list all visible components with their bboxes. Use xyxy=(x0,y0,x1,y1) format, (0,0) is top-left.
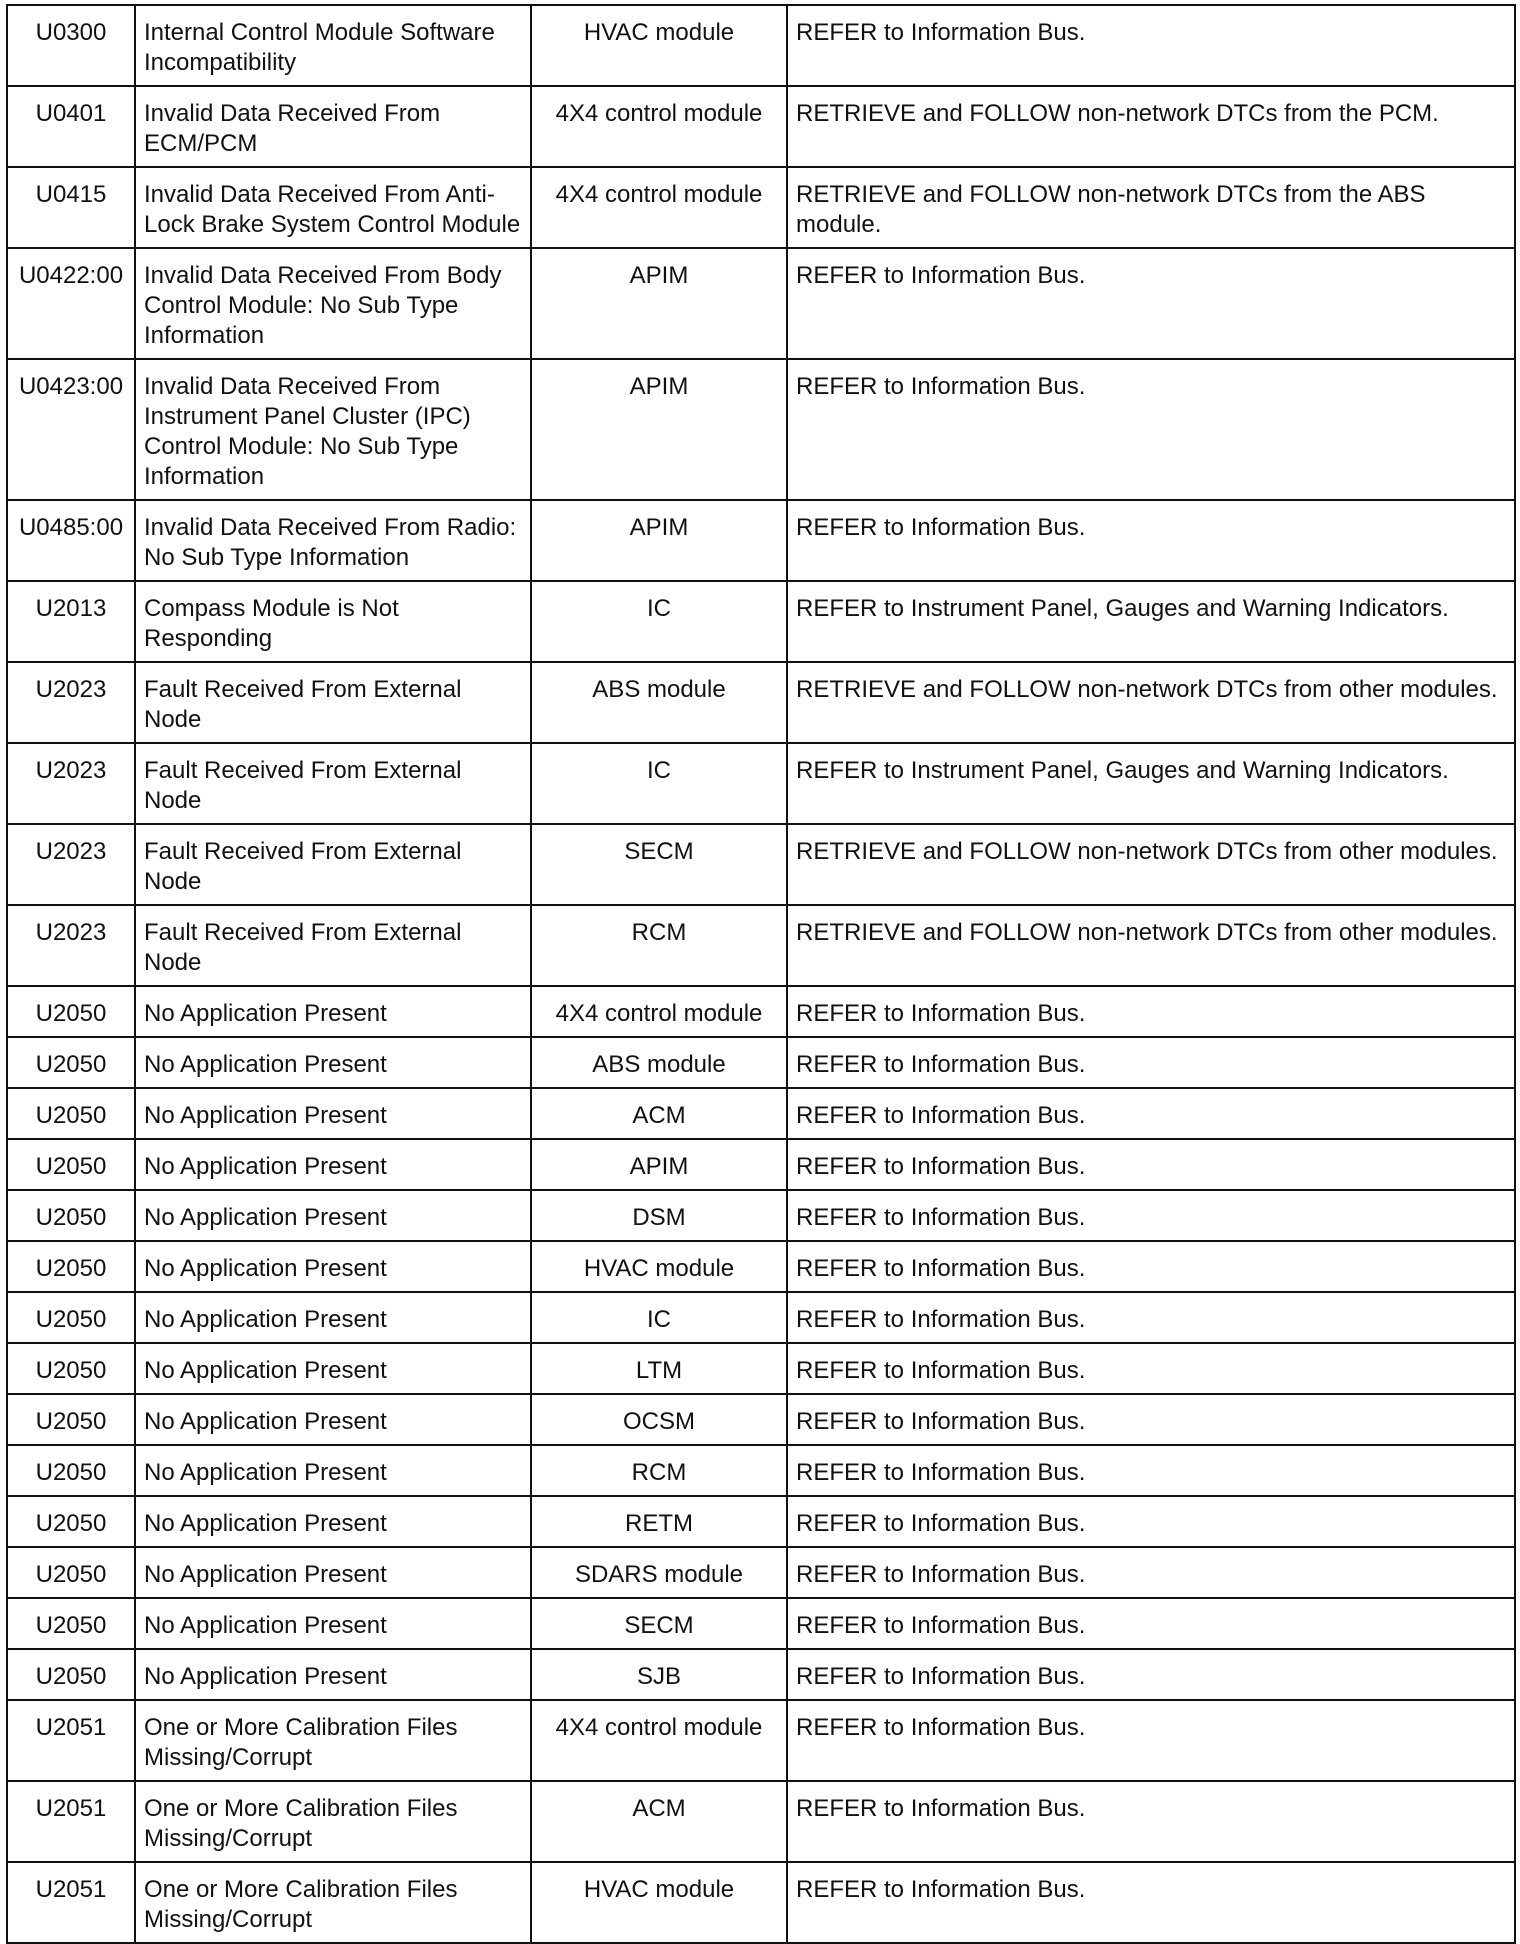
table-row xyxy=(7,248,1515,359)
dtc-description-cell: No Application Present xyxy=(135,1088,531,1139)
action-cell: REFER to Information Bus. xyxy=(787,1496,1515,1547)
dtc-description-cell: Invalid Data Received From Radio: No Sub Type Information xyxy=(135,500,531,581)
table-row xyxy=(7,1547,1515,1598)
module-cell: OCSM xyxy=(531,1394,787,1445)
dtc-code-cell: U0422:00 xyxy=(7,248,135,359)
module-cell: RCM xyxy=(531,1445,787,1496)
dtc-description-cell: No Application Present xyxy=(135,1394,531,1445)
dtc-code-cell: U2050 xyxy=(7,1088,135,1139)
dtc-description-cell: Internal Control Module Software Incompatibility xyxy=(135,5,531,86)
dtc-code-cell: U2023 xyxy=(7,824,135,905)
module-cell: ABS module xyxy=(531,662,787,743)
dtc-description-cell: Compass Module is Not Responding xyxy=(135,581,531,662)
table-row xyxy=(7,86,1515,167)
dtc-code-cell: U2050 xyxy=(7,1445,135,1496)
dtc-description-cell: One or More Calibration Files Missing/Corrupt xyxy=(135,1862,531,1943)
module-cell: SECM xyxy=(531,1598,787,1649)
dtc-description-cell: Fault Received From External Node xyxy=(135,905,531,986)
table-row xyxy=(7,1241,1515,1292)
dtc-code-cell: U0401 xyxy=(7,86,135,167)
dtc-description-cell: No Application Present xyxy=(135,986,531,1037)
dtc-description-cell: No Application Present xyxy=(135,1445,531,1496)
dtc-code-cell: U2050 xyxy=(7,1598,135,1649)
action-cell: RETRIEVE and FOLLOW non-network DTCs from other modules. xyxy=(787,905,1515,986)
action-cell: REFER to Information Bus. xyxy=(787,1781,1515,1862)
dtc-table-body xyxy=(7,5,1515,1943)
dtc-code-cell: U2051 xyxy=(7,1700,135,1781)
module-cell: SECM xyxy=(531,824,787,905)
action-cell: REFER to Information Bus. xyxy=(787,5,1515,86)
dtc-code-cell: U2050 xyxy=(7,1037,135,1088)
dtc-description-cell: No Application Present xyxy=(135,1496,531,1547)
dtc-description-cell: No Application Present xyxy=(135,1649,531,1700)
action-cell: REFER to Information Bus. xyxy=(787,1190,1515,1241)
action-cell: REFER to Information Bus. xyxy=(787,1037,1515,1088)
module-cell: HVAC module xyxy=(531,1862,787,1943)
dtc-description-cell: Fault Received From External Node xyxy=(135,824,531,905)
module-cell: HVAC module xyxy=(531,1241,787,1292)
table-row xyxy=(7,359,1515,500)
module-cell: IC xyxy=(531,1292,787,1343)
action-cell: REFER to Information Bus. xyxy=(787,500,1515,581)
dtc-code-cell: U2050 xyxy=(7,1190,135,1241)
dtc-description-cell: Fault Received From External Node xyxy=(135,662,531,743)
table-row xyxy=(7,1649,1515,1700)
dtc-description-cell: One or More Calibration Files Missing/Corrupt xyxy=(135,1700,531,1781)
module-cell: DSM xyxy=(531,1190,787,1241)
dtc-code-cell: U2050 xyxy=(7,1241,135,1292)
table-row xyxy=(7,1445,1515,1496)
action-cell: REFER to Information Bus. xyxy=(787,1343,1515,1394)
module-cell: HVAC module xyxy=(531,5,787,86)
dtc-description-cell: Fault Received From External Node xyxy=(135,743,531,824)
action-cell: REFER to Information Bus. xyxy=(787,1292,1515,1343)
table-row xyxy=(7,1598,1515,1649)
dtc-code-cell: U2050 xyxy=(7,1292,135,1343)
table-row xyxy=(7,1292,1515,1343)
module-cell: LTM xyxy=(531,1343,787,1394)
dtc-code-cell: U2023 xyxy=(7,905,135,986)
action-cell: REFER to Instrument Panel, Gauges and Warning Indicators. xyxy=(787,743,1515,824)
module-cell: APIM xyxy=(531,1139,787,1190)
table-row xyxy=(7,1496,1515,1547)
dtc-description-cell: Invalid Data Received From Anti-Lock Brake System Control Module xyxy=(135,167,531,248)
dtc-code-cell: U2050 xyxy=(7,1496,135,1547)
dtc-description-cell: No Application Present xyxy=(135,1241,531,1292)
table-row xyxy=(7,5,1515,86)
action-cell: REFER to Information Bus. xyxy=(787,1445,1515,1496)
table-row xyxy=(7,1037,1515,1088)
action-cell: REFER to Information Bus. xyxy=(787,1598,1515,1649)
dtc-code-cell: U2051 xyxy=(7,1862,135,1943)
action-cell: RETRIEVE and FOLLOW non-network DTCs from the PCM. xyxy=(787,86,1515,167)
dtc-code-cell: U2050 xyxy=(7,1649,135,1700)
module-cell: IC xyxy=(531,581,787,662)
module-cell: 4X4 control module xyxy=(531,1700,787,1781)
dtc-code-cell: U2023 xyxy=(7,743,135,824)
table-row xyxy=(7,1700,1515,1781)
action-cell: REFER to Information Bus. xyxy=(787,1088,1515,1139)
table-row xyxy=(7,824,1515,905)
table-row xyxy=(7,1394,1515,1445)
module-cell: 4X4 control module xyxy=(531,167,787,248)
table-row xyxy=(7,1190,1515,1241)
dtc-table-page xyxy=(6,4,1514,1944)
dtc-description-cell: No Application Present xyxy=(135,1139,531,1190)
dtc-description-cell: Invalid Data Received From ECM/PCM xyxy=(135,86,531,167)
dtc-description-cell: No Application Present xyxy=(135,1292,531,1343)
module-cell: 4X4 control module xyxy=(531,986,787,1037)
action-cell: REFER to Information Bus. xyxy=(787,248,1515,359)
table-row xyxy=(7,662,1515,743)
dtc-code-cell: U2050 xyxy=(7,1547,135,1598)
table-row xyxy=(7,167,1515,248)
action-cell: RETRIEVE and FOLLOW non-network DTCs from other modules. xyxy=(787,662,1515,743)
dtc-description-cell: Invalid Data Received From Instrument Panel Cluster (IPC) Control Module: No Sub Type Information xyxy=(135,359,531,500)
module-cell: APIM xyxy=(531,248,787,359)
module-cell: SJB xyxy=(531,1649,787,1700)
module-cell: IC xyxy=(531,743,787,824)
dtc-code-cell: U0485:00 xyxy=(7,500,135,581)
table-row xyxy=(7,1343,1515,1394)
action-cell: REFER to Information Bus. xyxy=(787,1862,1515,1943)
action-cell: RETRIEVE and FOLLOW non-network DTCs from other modules. xyxy=(787,824,1515,905)
table-row xyxy=(7,1862,1515,1943)
dtc-description-cell: No Application Present xyxy=(135,1598,531,1649)
dtc-code-cell: U2050 xyxy=(7,1394,135,1445)
dtc-description-cell: One or More Calibration Files Missing/Corrupt xyxy=(135,1781,531,1862)
dtc-description-cell: Invalid Data Received From Body Control Module: No Sub Type Information xyxy=(135,248,531,359)
table-row xyxy=(7,905,1515,986)
action-cell: REFER to Information Bus. xyxy=(787,1700,1515,1781)
module-cell: ACM xyxy=(531,1781,787,1862)
action-cell: REFER to Instrument Panel, Gauges and Warning Indicators. xyxy=(787,581,1515,662)
dtc-description-cell: No Application Present xyxy=(135,1190,531,1241)
action-cell: REFER to Information Bus. xyxy=(787,1649,1515,1700)
action-cell: REFER to Information Bus. xyxy=(787,359,1515,500)
table-row xyxy=(7,743,1515,824)
module-cell: ABS module xyxy=(531,1037,787,1088)
dtc-description-cell: No Application Present xyxy=(135,1037,531,1088)
dtc-code-cell: U2013 xyxy=(7,581,135,662)
dtc-description-cell: No Application Present xyxy=(135,1343,531,1394)
action-cell: REFER to Information Bus. xyxy=(787,1139,1515,1190)
module-cell: 4X4 control module xyxy=(531,86,787,167)
action-cell: REFER to Information Bus. xyxy=(787,1241,1515,1292)
dtc-code-cell: U2050 xyxy=(7,986,135,1037)
dtc-description-cell: No Application Present xyxy=(135,1547,531,1598)
table-row xyxy=(7,1139,1515,1190)
module-cell: RCM xyxy=(531,905,787,986)
dtc-table xyxy=(6,4,1516,1944)
dtc-code-cell: U2023 xyxy=(7,662,135,743)
action-cell: REFER to Information Bus. xyxy=(787,986,1515,1037)
dtc-code-cell: U2050 xyxy=(7,1343,135,1394)
dtc-code-cell: U0300 xyxy=(7,5,135,86)
dtc-code-cell: U2050 xyxy=(7,1139,135,1190)
table-row xyxy=(7,986,1515,1037)
dtc-code-cell: U2051 xyxy=(7,1781,135,1862)
table-row xyxy=(7,500,1515,581)
action-cell: REFER to Information Bus. xyxy=(787,1394,1515,1445)
module-cell: RETM xyxy=(531,1496,787,1547)
action-cell: RETRIEVE and FOLLOW non-network DTCs from the ABS module. xyxy=(787,167,1515,248)
action-cell: REFER to Information Bus. xyxy=(787,1547,1515,1598)
dtc-code-cell: U0415 xyxy=(7,167,135,248)
table-row xyxy=(7,581,1515,662)
module-cell: APIM xyxy=(531,500,787,581)
module-cell: ACM xyxy=(531,1088,787,1139)
dtc-code-cell: U0423:00 xyxy=(7,359,135,500)
module-cell: APIM xyxy=(531,359,787,500)
table-row xyxy=(7,1088,1515,1139)
module-cell: SDARS module xyxy=(531,1547,787,1598)
table-row xyxy=(7,1781,1515,1862)
